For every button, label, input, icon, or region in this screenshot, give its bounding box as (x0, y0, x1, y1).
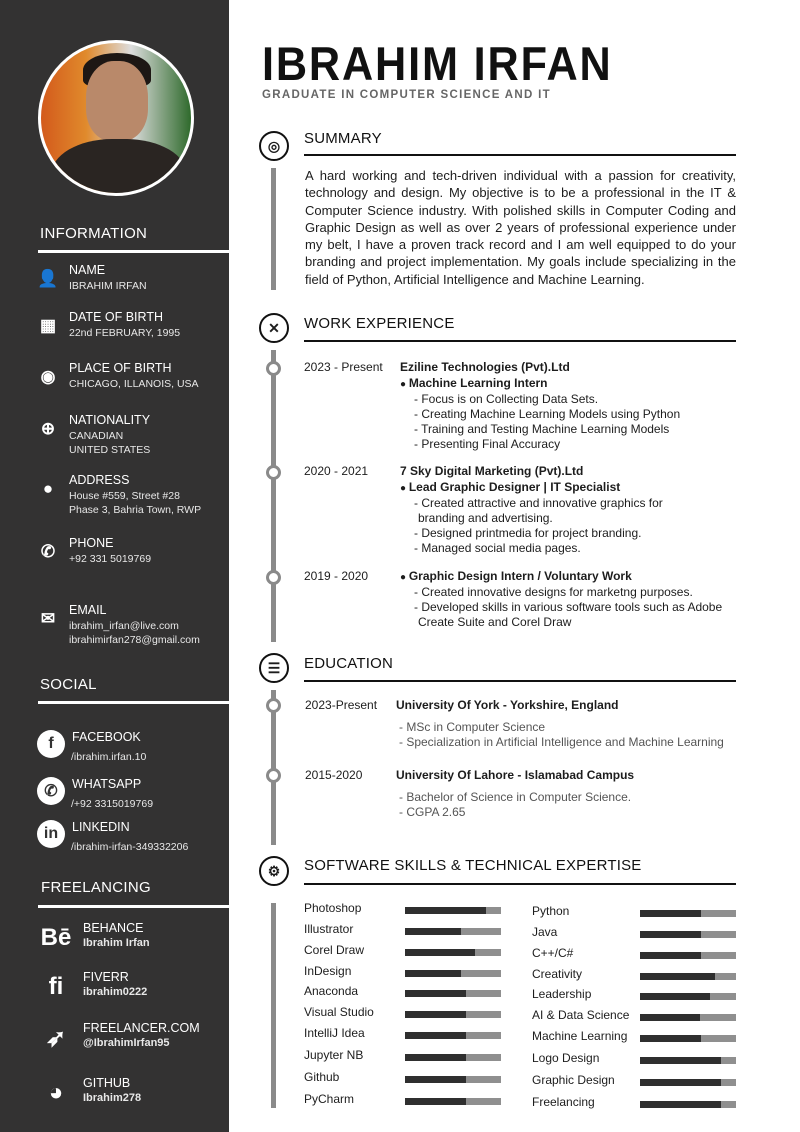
info-label: ADDRESS (69, 473, 130, 487)
freelancing-link[interactable]: Ibrahim Irfan (83, 937, 150, 949)
facebook-icon[interactable]: f (37, 730, 65, 758)
skill-name: Creativity (532, 967, 583, 981)
skill-bar (640, 973, 736, 980)
social-link[interactable]: /ibrahim.irfan.10 (71, 751, 147, 763)
skill-bar-fill (405, 970, 461, 977)
skill-bar-fill (405, 1032, 466, 1039)
skill-bar-fill (405, 1076, 466, 1083)
timeline-dot (266, 698, 281, 713)
timeline-bar (271, 350, 276, 642)
school-name: University Of Lahore - Islamabad Campus (396, 768, 635, 782)
job-entry (400, 464, 740, 556)
divider (38, 250, 229, 253)
freelancing-link[interactable]: @IbrahimIrfan95 (83, 1037, 170, 1049)
skill-name: AI & Data Science (532, 1008, 630, 1022)
skill-bar-fill (640, 1035, 701, 1042)
skill-name: Logo Design (532, 1051, 600, 1065)
info-label: NAME (69, 263, 106, 277)
info-value: House #559, Street #28 (69, 490, 180, 502)
skill-bar-fill (405, 1098, 466, 1105)
job-point: - Presenting Final Accuracy (414, 437, 561, 451)
skill-name: Jupyter NB (304, 1048, 364, 1062)
social-label: FACEBOOK (72, 730, 141, 744)
skill-bar (405, 990, 501, 997)
skill-bar (640, 993, 736, 1000)
skill-name: Anaconda (304, 984, 359, 998)
timeline-bar (271, 903, 276, 1108)
skill-bar-fill (405, 990, 466, 997)
skill-name: PyCharm (304, 1092, 355, 1106)
github-icon[interactable]: ◕ (48, 1079, 64, 1106)
education-icon: ☰ (259, 653, 289, 683)
edu-point: - CGPA 2.65 (399, 805, 466, 819)
edu-entry (396, 698, 724, 750)
edu-point: - MSc in Computer Science (399, 720, 546, 734)
skill-bar-fill (640, 1079, 721, 1086)
skill-bar (405, 1076, 501, 1083)
calendar-icon: ▦ (39, 316, 57, 335)
behance-icon[interactable]: Bē (40, 924, 72, 951)
skill-bar (405, 1032, 501, 1039)
divider (304, 154, 736, 156)
skill-name: Graphic Design (532, 1073, 615, 1087)
job-point: - Developed skills in various software tools such as Adobe (414, 600, 723, 614)
skill-bar-fill (405, 907, 486, 914)
skill-bar (640, 1035, 736, 1042)
edu-point: - Bachelor of Science in Computer Science. (399, 790, 632, 804)
job-point: branding and advertising. (418, 511, 553, 525)
skill-bar-fill (405, 928, 461, 935)
job-point: - Created attractive and innovative graphics for (414, 496, 663, 510)
skill-bar-fill (405, 949, 475, 956)
skill-bar-fill (405, 1054, 466, 1061)
skills-heading: SOFTWARE SKILLS & TECHNICAL EXPERTISE (304, 857, 642, 874)
timeline-dot (266, 768, 281, 783)
job-role: ● Machine Learning Intern (400, 376, 740, 392)
skill-bar-fill (640, 1101, 721, 1108)
skill-bar (640, 1057, 736, 1064)
skill-name: Python (532, 904, 570, 918)
info-value[interactable]: UNITED STATES (69, 443, 151, 456)
skill-bar (405, 907, 501, 914)
social-heading: SOCIAL (40, 676, 97, 693)
job-entry (400, 360, 740, 452)
skill-name: IntelliJ Idea (304, 1026, 365, 1040)
info-value[interactable]: ibrahimirfan278@gmail.com (69, 633, 200, 646)
freelancing-link[interactable]: Ibrahim278 (83, 1092, 142, 1104)
social-label: LINKEDIN (72, 820, 130, 834)
job-role: ● Graphic Design Intern / Voluntary Work (400, 569, 740, 585)
divider (304, 680, 736, 682)
skill-name: InDesign (304, 964, 352, 978)
skill-bar-fill (640, 1014, 700, 1021)
timeline-dot (266, 570, 281, 585)
skill-bar (640, 910, 736, 917)
edu-date: 2015-2020 (305, 768, 363, 782)
info-value: IBRAHIM IRFAN (69, 280, 147, 292)
job-point: - Focus is on Collecting Data Sets. (414, 392, 599, 406)
skill-bar (405, 928, 501, 935)
location-icon: ● (42, 479, 54, 498)
timeline-bar (271, 168, 276, 290)
social-link[interactable]: /+92 3315019769 (71, 798, 154, 810)
skill-bar-fill (640, 952, 701, 959)
divider (38, 905, 229, 908)
skill-bar-fill (640, 1057, 721, 1064)
edu-entry (396, 768, 634, 820)
experience-heading: WORK EXPERIENCE (304, 315, 455, 332)
timeline-dot (266, 361, 281, 376)
job-point: - Creating Machine Learning Models using Python (414, 407, 681, 421)
info-value: 22nd FEBRUARY, 1995 (69, 327, 181, 339)
skill-name: Visual Studio (304, 1005, 374, 1019)
skill-name: Corel Draw (304, 943, 365, 957)
job-point: - Created innovative designs for marketng purposes. (414, 585, 693, 599)
skill-bar-fill (640, 910, 701, 917)
info-label: NATIONALITY (69, 413, 151, 427)
skill-name: Java (532, 925, 558, 939)
skill-bar (640, 1101, 736, 1108)
freelancing-link[interactable]: ibrahim0222 (83, 986, 148, 998)
job-point: - Training and Testing Machine Learning Models (414, 422, 670, 436)
subtitle: GRADUATE IN COMPUTER SCIENCE AND IT (262, 89, 551, 101)
skill-bar (640, 1014, 736, 1021)
skill-bar-fill (640, 931, 701, 938)
info-value[interactable]: ibrahim_irfan@live.com (69, 620, 179, 632)
skill-bar-fill (640, 973, 715, 980)
skill-bar-fill (640, 993, 710, 1000)
social-link[interactable]: /ibrahim-irfan-349332206 (71, 841, 189, 853)
skill-bar-fill (405, 1011, 466, 1018)
job-point: - Designed printmedia for project branding. (414, 526, 642, 540)
job-point: - Managed social media pages. (414, 541, 581, 555)
skill-name: Leadership (532, 987, 592, 1001)
sidebar (0, 0, 229, 1132)
skill-bar (640, 1079, 736, 1086)
page-title: IBRAHIM IRFAN (262, 37, 613, 90)
skill-name: Machine Learning (532, 1029, 628, 1043)
company-name: Eziline Technologies (Pvt).Ltd (400, 360, 570, 374)
divider (304, 340, 736, 342)
job-role: ● Lead Graphic Designer | IT Specialist (400, 480, 740, 496)
information-heading: INFORMATION (40, 225, 148, 242)
social-label: WHATSAPP (72, 777, 142, 791)
envelope-icon: ✉ (40, 609, 56, 628)
info-value: CANADIAN (69, 430, 124, 442)
job-date: 2019 - 2020 (304, 569, 369, 583)
target-icon: ◎ (259, 131, 289, 161)
tools-icon: ✕ (259, 313, 289, 343)
freelancing-label: GITHUB (83, 1076, 131, 1090)
fiverr-icon[interactable]: fi (48, 973, 64, 1000)
skill-name: C++/C# (532, 946, 574, 960)
skill-bar (405, 1054, 501, 1061)
info-label: PHONE (69, 536, 114, 550)
edu-point: - Specialization in Artificial Intelligence and Machine Learning (399, 735, 724, 749)
education-heading: EDUCATION (304, 655, 394, 672)
info-label: EMAIL (69, 603, 107, 617)
summary-text: A hard working and tech-driven individual with a passion for creativity, technology and design. My objective is to be a professional in the IT & Computer Science industry. With polished skills in Computer Coding and Graphic Design as well as over 2 years of professional experience under my belt, I have a proven track record and I am well equipped to do your branding and project implementation. My goals include specializing in the field of Python, Artificial Intelligence and Machine Learning. (305, 168, 736, 287)
freelancing-heading: FREELANCING (41, 879, 151, 896)
skill-bar (405, 949, 501, 956)
profile-photo (38, 40, 194, 196)
freelancing-label: FIVERR (83, 970, 129, 984)
divider (304, 883, 736, 885)
skill-name: Illustrator (304, 922, 354, 936)
skill-bar (640, 931, 736, 938)
freelancing-label: BEHANCE (83, 921, 144, 935)
job-date: 2020 - 2021 (304, 464, 369, 478)
info-label: PLACE OF BIRTH (69, 361, 172, 375)
skill-bar (640, 952, 736, 959)
map-pin-icon: ◉ (40, 367, 56, 386)
skill-name: Freelancing (532, 1095, 595, 1109)
school-name: University Of York - Yorkshire, England (396, 698, 619, 712)
skill-bar (405, 1098, 501, 1105)
info-value: CHICAGO, ILLANOIS, USA (69, 378, 199, 390)
skill-bar (405, 970, 501, 977)
job-point: Create Suite and Corel Draw (418, 615, 572, 629)
skill-name: Github (304, 1070, 340, 1084)
phone-icon: ✆ (40, 542, 56, 561)
skills-icon: ⚙ (259, 856, 289, 886)
job-entry (400, 569, 740, 630)
freelancer-icon[interactable]: ➶ (45, 1024, 67, 1052)
job-date: 2023 - Present (304, 360, 383, 374)
company-name: 7 Sky Digital Marketing (Pvt).Ltd (400, 464, 584, 478)
skill-bar (405, 1011, 501, 1018)
summary-heading: SUMMARY (304, 130, 382, 147)
linkedin-icon[interactable]: in (37, 820, 65, 848)
info-value: +92 331 5019769 (69, 553, 152, 565)
skill-name: Photoshop (304, 901, 362, 915)
info-value[interactable]: Phase 3, Bahria Town, RWP (69, 503, 202, 516)
edu-date: 2023-Present (305, 698, 378, 712)
passport-icon: ⊕ (40, 419, 56, 438)
person-icon: 👤 (37, 269, 59, 288)
timeline-dot (266, 465, 281, 480)
info-label: DATE OF BIRTH (69, 310, 163, 324)
divider (38, 701, 229, 704)
whatsapp-icon[interactable]: ✆ (37, 777, 65, 805)
freelancing-label: FREELANCER.COM (83, 1021, 200, 1035)
